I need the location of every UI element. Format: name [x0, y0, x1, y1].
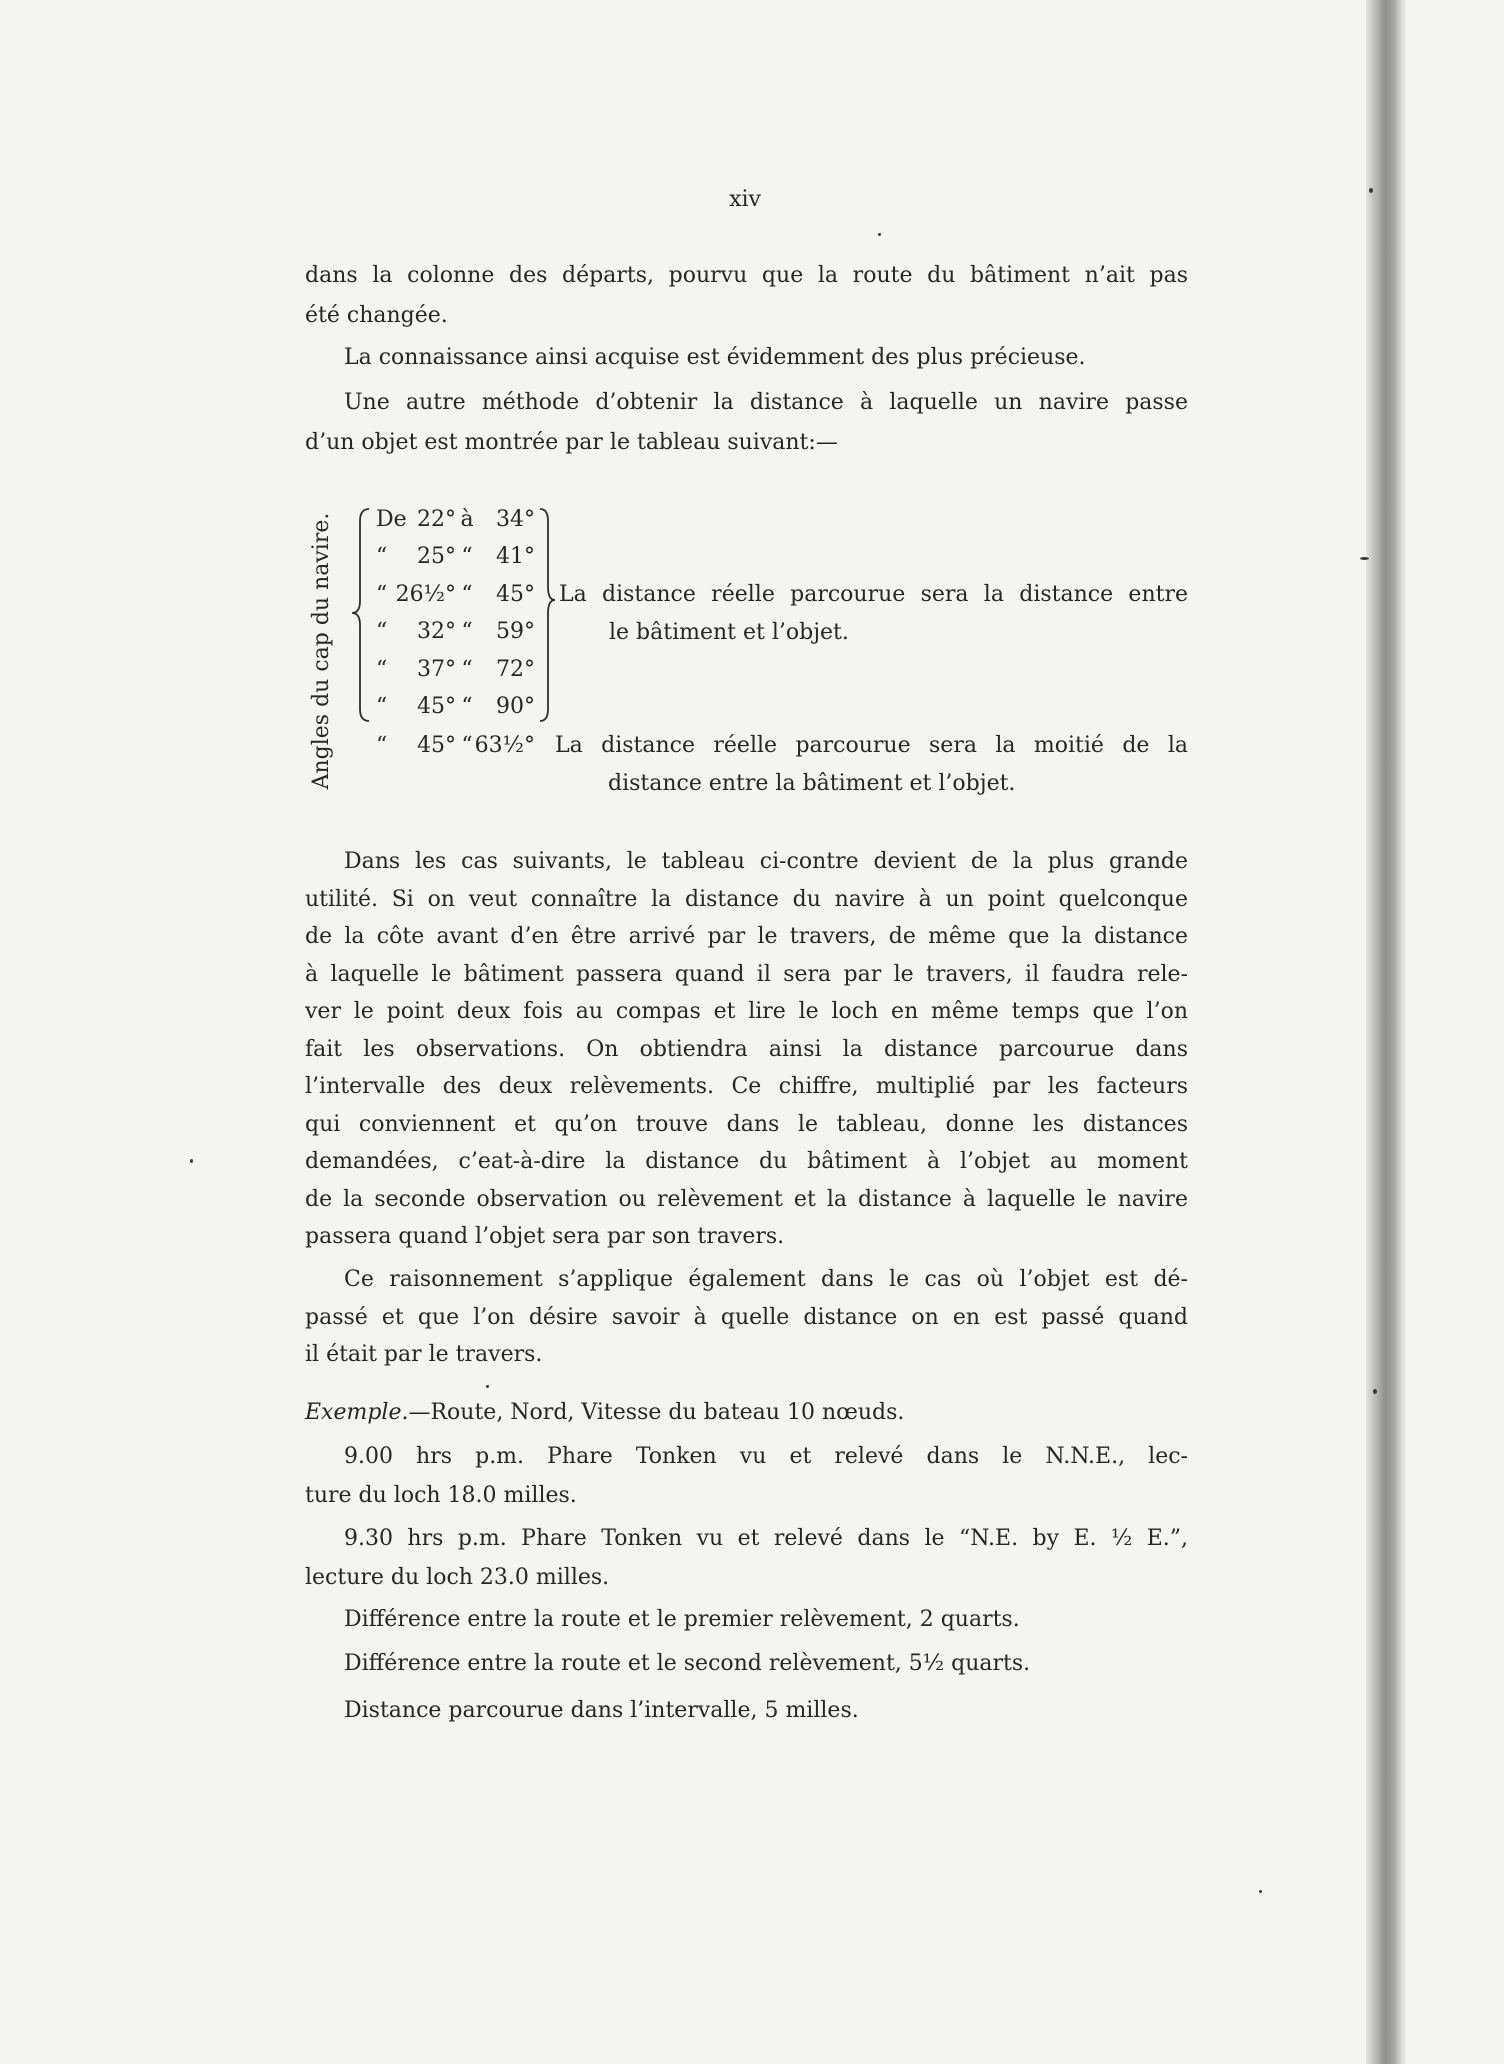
page-number: xiv: [729, 187, 761, 212]
text-line: il était par le travers.: [305, 1342, 543, 1367]
table-group-text: La distance réelle parcourue sera la distance entre: [559, 582, 1188, 607]
text-line: passera quand l’objet sera par son travers.: [305, 1224, 785, 1249]
row-angle-from: 32°: [417, 619, 456, 644]
row-angle-to: 63½°: [474, 733, 535, 758]
row-prefix: De: [376, 507, 407, 532]
example-label: Exemple.: [305, 1400, 409, 1425]
row-angle-from: 26½°: [395, 582, 456, 607]
row-angle-from: 22°: [417, 507, 456, 532]
text-line: de la côte avant d’en être arrivé par le travers, de même que la distance: [305, 924, 1188, 949]
table-last-row-text: distance entre la bâtiment et l’objet.: [608, 771, 1016, 796]
row-angle-to: 90°: [496, 694, 535, 719]
scan-binding-edge: [1366, 0, 1406, 2064]
row-angle-to: 45°: [496, 582, 535, 607]
row-angle-from: 45°: [417, 733, 456, 758]
row-separator: “: [461, 582, 473, 607]
right-brace: [538, 507, 558, 723]
row-separator: “: [461, 619, 473, 644]
row-separator: “: [461, 544, 473, 569]
text-line: l’intervalle des deux relèvements. Ce chiffre, multiplié par les facteurs: [305, 1074, 1188, 1099]
text-line: 9.30 hrs p.m. Phare Tonken vu et relevé dans le “N.E. by E. ½ E.”,: [344, 1526, 1188, 1551]
table-last-row-text: La distance réelle parcourue sera la moitié de la: [555, 733, 1188, 758]
text-line: 9.00 hrs p.m. Phare Tonken vu et relevé dans le N.N.E., lec-: [344, 1444, 1188, 1469]
scan-speck: [878, 233, 881, 236]
scan-speck: [1369, 188, 1373, 193]
row-prefix: “: [376, 582, 388, 607]
row-separator: “: [461, 733, 473, 758]
row-angle-to: 72°: [496, 657, 535, 682]
row-angle-to: 59°: [496, 619, 535, 644]
text-line: Dans les cas suivants, le tableau ci-contre devient de la plus grande: [344, 849, 1188, 874]
row-separator: “: [461, 657, 473, 682]
text-line: Différence entre la route et le premier relèvement, 2 quarts.: [344, 1607, 1020, 1632]
table-row: [370, 580, 545, 610]
table-row: [370, 617, 545, 647]
text-line: ver le point deux fois au compas et lire le loch en même temps que l’on: [305, 999, 1188, 1024]
text-line: passé et que l’on désire savoir à quelle distance on en est passé quand: [305, 1305, 1188, 1330]
row-angle-to: 34°: [496, 507, 535, 532]
text-line: Différence entre la route et le second relèvement, 5½ quarts.: [344, 1651, 1031, 1676]
table-row: [370, 692, 545, 722]
text-line: de la seconde observation ou relèvement et la distance à laquelle le navire: [305, 1187, 1188, 1212]
row-prefix: “: [376, 544, 388, 569]
row-prefix: “: [376, 657, 388, 682]
text-line: lecture du loch 23.0 milles.: [305, 1565, 610, 1590]
scan-speck: [190, 1159, 193, 1163]
table-row: [370, 731, 545, 761]
row-angle-to: 41°: [496, 544, 535, 569]
scan-speck: [1373, 1389, 1377, 1394]
table-group-text: le bâtiment et l’objet.: [609, 620, 849, 645]
row-prefix: “: [376, 619, 388, 644]
row-separator: “: [461, 694, 473, 719]
table-row: [370, 655, 545, 685]
text-line: qui conviennent et qu’on trouve dans le tableau, donne les distances: [305, 1112, 1188, 1137]
scan-speck: [1259, 1890, 1262, 1893]
row-angle-from: 45°: [417, 694, 456, 719]
text-line: Ce raisonnement s’applique également dans le cas où l’objet est dé-: [344, 1267, 1188, 1292]
text-line: demandées, c’eat-à-dire la distance du bâtiment à l’objet au moment: [305, 1149, 1188, 1174]
text-line: dans la colonne des départs, pourvu que la route du bâtiment n’ait pas: [305, 263, 1188, 288]
table-row: [370, 505, 545, 535]
table-row: [370, 542, 545, 572]
row-angle-from: 37°: [417, 657, 456, 682]
table-side-label: Angles du cap du navire.: [309, 512, 334, 790]
text-line: La connaissance ainsi acquise est évidemment des plus précieuse.: [344, 345, 1086, 370]
example-heading: [305, 1398, 1188, 1428]
left-brace: [350, 507, 372, 723]
scan-speck: [486, 1385, 489, 1388]
text-line: utilité. Si on veut connaître la distance du navire à un point quelconque: [305, 887, 1188, 912]
text-line: à laquelle le bâtiment passera quand il sera par le travers, il faudra rele-: [305, 962, 1188, 987]
text-line: été changée.: [305, 303, 448, 328]
scan-speck: [1360, 557, 1369, 560]
text-line: d’un objet est montrée par le tableau suivant:—: [305, 430, 838, 455]
text-line: Distance parcourue dans l’intervalle, 5 milles.: [344, 1698, 859, 1723]
text-line: fait les observations. On obtiendra ainsi la distance parcourue dans: [305, 1037, 1188, 1062]
text-line: Une autre méthode d’obtenir la distance à laquelle un navire passe: [344, 390, 1188, 415]
row-angle-from: 25°: [417, 544, 456, 569]
text-line: ture du loch 18.0 milles.: [305, 1483, 577, 1508]
example-text: —Route, Nord, Vitesse du bateau 10 nœuds.: [408, 1400, 905, 1425]
row-prefix: “: [376, 694, 388, 719]
row-separator: à: [460, 507, 474, 532]
row-prefix: “: [376, 733, 388, 758]
